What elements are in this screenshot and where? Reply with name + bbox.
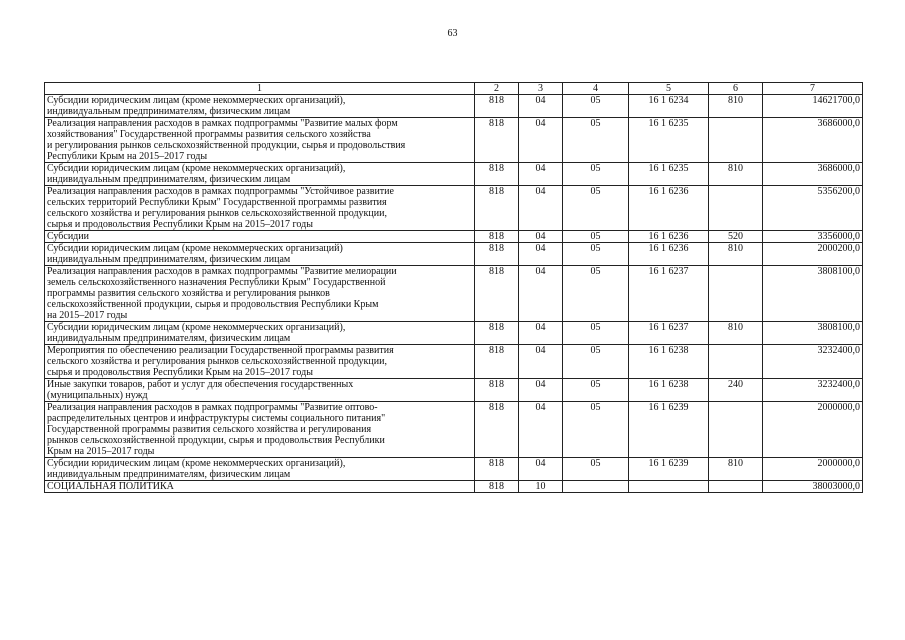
amount-value: 3232400,0 xyxy=(763,379,863,402)
row-description: Субсидии юридическим лицам (кроме некоммерческих организаций), индивидуальным предпринимателям, физическим лицам xyxy=(45,322,475,345)
ministry-code: 818 xyxy=(475,118,519,163)
table-row xyxy=(45,322,863,345)
target-article-code: 16 1 6237 xyxy=(629,266,709,322)
amount-value: 38003000,0 xyxy=(763,481,863,493)
table-row xyxy=(45,481,863,493)
row-description: СОЦИАЛЬНАЯ ПОЛИТИКА xyxy=(45,481,475,493)
header-cell: 5 xyxy=(629,83,709,95)
expense-type-code xyxy=(709,481,763,493)
target-article-code: 16 1 6235 xyxy=(629,118,709,163)
amount-value: 5356200,0 xyxy=(763,186,863,231)
section-code: 04 xyxy=(519,458,563,481)
row-description: Субсидии юридическим лицам (кроме некоммерческих организаций), индивидуальным предпринимателям, физическим лицам xyxy=(45,458,475,481)
row-description: Субсидии xyxy=(45,231,475,243)
amount-value: 3686000,0 xyxy=(763,118,863,163)
expense-type-code: 520 xyxy=(709,231,763,243)
table-row xyxy=(45,345,863,379)
amount-value: 3356000,0 xyxy=(763,231,863,243)
subsection-code: 05 xyxy=(563,345,629,379)
page-number: 63 xyxy=(447,28,458,39)
expense-type-code xyxy=(709,345,763,379)
table-row xyxy=(45,231,863,243)
expense-type-code: 810 xyxy=(709,458,763,481)
budget-table xyxy=(44,82,863,493)
section-code: 04 xyxy=(519,322,563,345)
table-row xyxy=(45,458,863,481)
subsection-code: 05 xyxy=(563,266,629,322)
row-description: Реализация направления расходов в рамках подпрограммы "Устойчивое развитие сельских территорий Республики Крым" Государственной программы развития сельского хозяйства и регулирования рынков сельскохозяйственной продукции, сырья и продовольствия Республики Крым на 2015–2017 годы xyxy=(45,186,475,231)
target-article-code: 16 1 6239 xyxy=(629,458,709,481)
header-cell: 3 xyxy=(519,83,563,95)
expense-type-code: 810 xyxy=(709,95,763,118)
subsection-code: 05 xyxy=(563,402,629,458)
header-cell: 6 xyxy=(709,83,763,95)
row-description: Субсидии юридическим лицам (кроме некоммерческих организаций), индивидуальным предпринимателям, физическим лицам xyxy=(45,163,475,186)
amount-value: 14621700,0 xyxy=(763,95,863,118)
section-code: 04 xyxy=(519,243,563,266)
expense-type-code xyxy=(709,118,763,163)
expense-type-code: 810 xyxy=(709,243,763,266)
ministry-code: 818 xyxy=(475,163,519,186)
section-code: 04 xyxy=(519,231,563,243)
ministry-code: 818 xyxy=(475,345,519,379)
amount-value: 3686000,0 xyxy=(763,163,863,186)
expense-type-code: 240 xyxy=(709,379,763,402)
amount-value: 2000000,0 xyxy=(763,458,863,481)
table-row xyxy=(45,402,863,458)
target-article-code: 16 1 6236 xyxy=(629,186,709,231)
header-cell: 2 xyxy=(475,83,519,95)
section-code: 04 xyxy=(519,118,563,163)
subsection-code: 05 xyxy=(563,322,629,345)
expense-type-code: 810 xyxy=(709,322,763,345)
ministry-code: 818 xyxy=(475,243,519,266)
table-row xyxy=(45,118,863,163)
row-description: Субсидии юридическим лицам (кроме некоммерческих организаций) индивидуальным предпринимателям, физическим лицам xyxy=(45,243,475,266)
section-code: 04 xyxy=(519,379,563,402)
expense-type-code xyxy=(709,402,763,458)
row-description: Мероприятия по обеспечению реализации Государственной программы развития сельского хозяйства и регулирования рынков сельскохозяйственной продукции, сырья и продовольствия Республики Крым на 2015–2017 годы xyxy=(45,345,475,379)
section-code: 04 xyxy=(519,402,563,458)
ministry-code: 818 xyxy=(475,481,519,493)
ministry-code: 818 xyxy=(475,266,519,322)
row-description: Реализация направления расходов в рамках подпрограммы "Развитие мелиорации земель сельскохозяйственного назначения Республики Крым" Государственной программы развития сельского хозяйства и регулирования рынков сельскохозяйственной продукции, сырья и продовольствия Республики Крым на 2015–2017 годы xyxy=(45,266,475,322)
section-code: 04 xyxy=(519,163,563,186)
subsection-code: 05 xyxy=(563,163,629,186)
table-row xyxy=(45,186,863,231)
amount-value: 2000000,0 xyxy=(763,402,863,458)
amount-value: 3232400,0 xyxy=(763,345,863,379)
subsection-code: 05 xyxy=(563,186,629,231)
table-row xyxy=(45,379,863,402)
target-article-code: 16 1 6236 xyxy=(629,243,709,266)
table-row xyxy=(45,243,863,266)
header-cell: 1 xyxy=(45,83,475,95)
target-article-code: 16 1 6235 xyxy=(629,163,709,186)
subsection-code: 05 xyxy=(563,118,629,163)
target-article-code: 16 1 6237 xyxy=(629,322,709,345)
subsection-code: 05 xyxy=(563,95,629,118)
subsection-code: 05 xyxy=(563,231,629,243)
table-row xyxy=(45,266,863,322)
ministry-code: 818 xyxy=(475,458,519,481)
subsection-code xyxy=(563,481,629,493)
header-cell: 4 xyxy=(563,83,629,95)
section-code: 04 xyxy=(519,345,563,379)
subsection-code: 05 xyxy=(563,379,629,402)
expense-type-code xyxy=(709,186,763,231)
section-code: 04 xyxy=(519,266,563,322)
header-row xyxy=(45,83,863,95)
table-row xyxy=(45,163,863,186)
target-article-code xyxy=(629,481,709,493)
subsection-code: 05 xyxy=(563,243,629,266)
target-article-code: 16 1 6238 xyxy=(629,345,709,379)
expense-type-code: 810 xyxy=(709,163,763,186)
ministry-code: 818 xyxy=(475,186,519,231)
ministry-code: 818 xyxy=(475,322,519,345)
expense-type-code xyxy=(709,266,763,322)
row-description: Реализация направления расходов в рамках подпрограммы "Развитие оптово- распределительных центров и инфраструктуры системы социального питания" Государственной программы развития сельского хозяйства и регулирования рынков сельскохозяйственной продукции, сырья и продовольствия Республики Крым на 2015–2017 годы xyxy=(45,402,475,458)
ministry-code: 818 xyxy=(475,231,519,243)
section-code: 04 xyxy=(519,186,563,231)
amount-value: 3808100,0 xyxy=(763,266,863,322)
target-article-code: 16 1 6238 xyxy=(629,379,709,402)
amount-value: 3808100,0 xyxy=(763,322,863,345)
table-row xyxy=(45,95,863,118)
target-article-code: 16 1 6236 xyxy=(629,231,709,243)
section-code: 10 xyxy=(519,481,563,493)
target-article-code: 16 1 6239 xyxy=(629,402,709,458)
section-code: 04 xyxy=(519,95,563,118)
ministry-code: 818 xyxy=(475,402,519,458)
ministry-code: 818 xyxy=(475,379,519,402)
amount-value: 2000200,0 xyxy=(763,243,863,266)
row-description: Реализация направления расходов в рамках подпрограммы "Развитие малых форм хозяйствования" Государственной программы развития сельского хозяйства и регулирования рынков сельскохозяйственной продукции, сырья и продовольствия Республики Крым на 2015–2017 годы xyxy=(45,118,475,163)
subsection-code: 05 xyxy=(563,458,629,481)
target-article-code: 16 1 6234 xyxy=(629,95,709,118)
row-description: Субсидии юридическим лицам (кроме некоммерческих организаций), индивидуальным предпринимателям, физическим лицам xyxy=(45,95,475,118)
row-description: Иные закупки товаров, работ и услуг для обеспечения государственных (муниципальных) нужд xyxy=(45,379,475,402)
ministry-code: 818 xyxy=(475,95,519,118)
header-cell: 7 xyxy=(763,83,863,95)
